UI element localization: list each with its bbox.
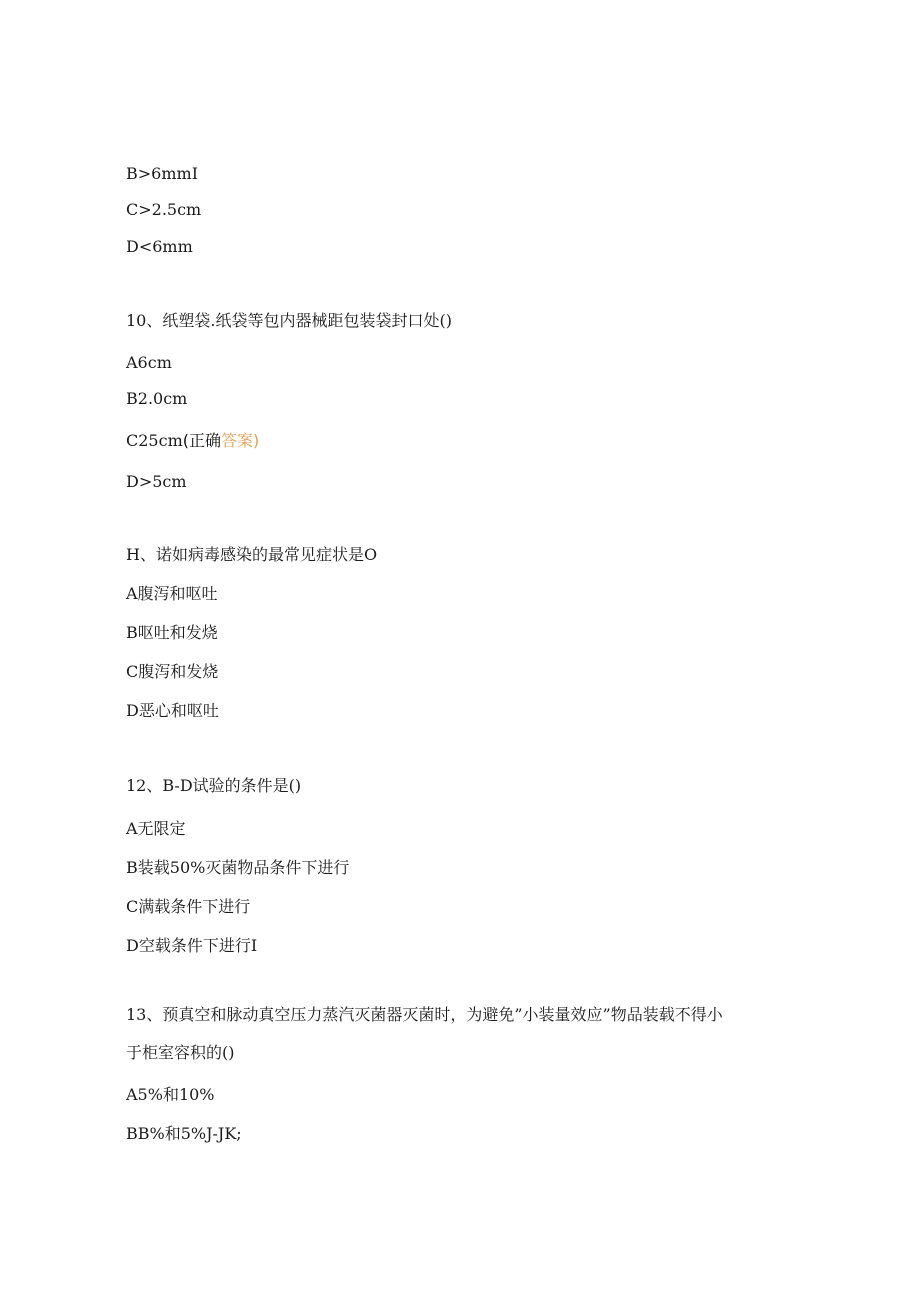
q13-stem-line-1: 13、预真空和脉动真空压力蒸汽灭菌器灭菌时，为避免”小装量效应”物品装载不得小 [126, 1005, 723, 1024]
q11-stem: H、诺如病毒感染的最常见症状是O [126, 545, 378, 564]
q10-stem: 10、纸塑袋.纸袋等包内器械距包装袋封口处() [126, 311, 452, 330]
q9-option-b: B>6mmI [126, 164, 199, 183]
q11-option-d: D恶心和呕吐 [126, 701, 219, 720]
q11-option-c: C腹泻和发烧 [126, 662, 219, 681]
q10-option-c [126, 431, 259, 451]
q9-option-d: D<6mm [126, 237, 193, 256]
answer-mark-open: ( [182, 431, 189, 450]
q11-option-b: B呕吐和发烧 [126, 623, 218, 642]
q10-option-a: A6cm [126, 353, 172, 372]
q12-option-d: D空载条件下进行I [126, 936, 258, 955]
q12-option-b: B装载50%灭菌物品条件下进行 [126, 858, 350, 877]
correct-label: 正确 [188, 431, 221, 450]
answer-mark-close: ) [253, 431, 260, 450]
q9-option-c: C>2.5cm [126, 200, 202, 219]
q12-option-a: A无限定 [126, 819, 186, 838]
q10-option-b: B2.0cm [126, 389, 188, 408]
q13-stem-line-2: 于柜室容积的() [126, 1043, 235, 1062]
q12-option-c: C满载条件下进行 [126, 897, 251, 916]
q10-option-d: D>5cm [126, 472, 187, 491]
q13-option-a: A5%和10% [126, 1085, 215, 1104]
q10-option-c-text: C25cm [126, 431, 183, 450]
q11-option-a: A腹泻和呕吐 [126, 584, 218, 603]
answer-label: 答案 [221, 431, 254, 450]
q12-stem: 12、B-D试验的条件是() [126, 776, 302, 795]
q13-option-b: BB%和5%J-JK; [126, 1124, 242, 1143]
